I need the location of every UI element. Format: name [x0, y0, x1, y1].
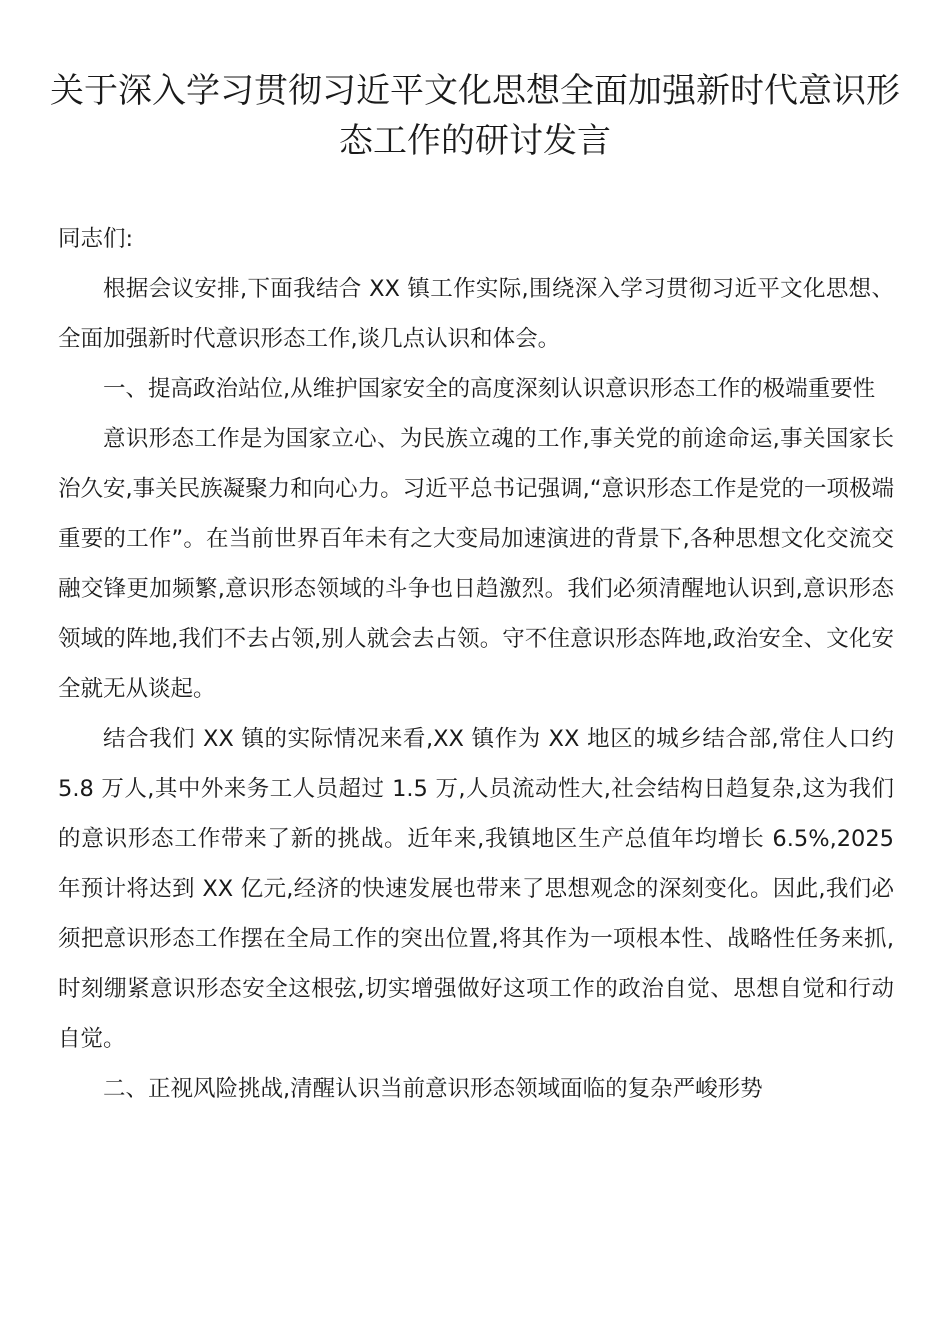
body-paragraph: 结合我们 XX 镇的实际情况来看,XX 镇作为 XX 地区的城乡结合部,常住人口约 5.8 万人,其中外来务工人员超过 1.5 万,人员流动性大,社会结构日趋复杂,这为我们的意识形态工作带来了新的挑战。近年来,我镇地区生产总值年均增长 6.5%,2025 年预计将达到 XX 亿元,经济的快速发展也带来了思想观念的深刻变化。因此,我们必须把意识形态工作摆在全局工作的突出位置,将其作为一项根本性、战略性任务来抓,时刻绷紧意识形态安全这根弦,切实增强做好这项工作的政治自觉、思想自觉和行动自觉。 — [58, 726, 894, 1052]
salutation: 同志们: — [58, 226, 134, 252]
section-heading-2: 二、正视风险挑战,清醒认识当前意识形态领域面临的复杂严峻形势 — [103, 1076, 763, 1102]
section-heading-1: 一、提高政治站位,从维护国家安全的高度深刻认识意识形态工作的极端重要性 — [103, 376, 876, 402]
body-paragraph: 意识形态工作是为国家立心、为民族立魂的工作,事关党的前途命运,事关国家长治久安,事关民族凝聚力和向心力。习近平总书记强调,“意识形态工作是党的一项极端重要的工作”。在当前世界百年未有之大变局加速演进的背景下,各种思想文化交流交融交锋更加频繁,意识形态领域的斗争也日趋激烈。我们必须清醒地认识到,意识形态领域的阵地,我们不去占领,别人就会去占领。守不住意识形态阵地,政治安全、文化安全就无从谈起。 — [58, 426, 894, 702]
intro-paragraph: 根据会议安排,下面我结合 XX 镇工作实际,围绕深入学习贯彻习近平文化思想、全面加强新时代意识形态工作,谈几点认识和体会。 — [58, 276, 894, 352]
document-title: 关于深入学习贯彻习近平文化思想全面加强新时代意识形态工作的研讨发言 — [50, 71, 900, 161]
document-body — [58, 214, 894, 1114]
